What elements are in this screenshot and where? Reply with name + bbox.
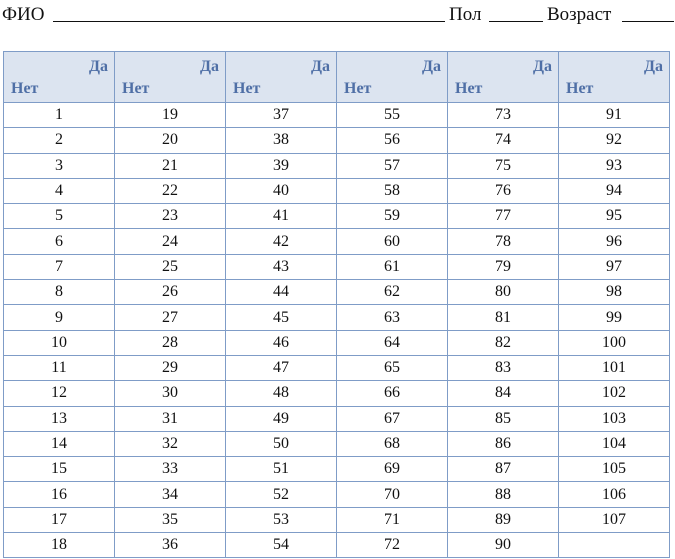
- question-number-cell[interactable]: 94: [559, 178, 670, 203]
- question-number-cell[interactable]: 18: [4, 533, 115, 558]
- question-number-cell[interactable]: 35: [115, 507, 226, 532]
- question-number-cell[interactable]: 59: [337, 204, 448, 229]
- question-number-cell[interactable]: 103: [559, 406, 670, 431]
- question-number-cell[interactable]: 21: [115, 153, 226, 178]
- question-number-cell[interactable]: 36: [115, 533, 226, 558]
- table-row: [4, 128, 670, 153]
- question-number-cell[interactable]: 73: [448, 103, 559, 128]
- question-number-cell[interactable]: 49: [226, 406, 337, 431]
- sex-field[interactable]: [489, 0, 543, 22]
- respondent-info-line: [2, 0, 674, 30]
- question-number-cell[interactable]: 29: [115, 355, 226, 380]
- question-number-cell[interactable]: 12: [4, 381, 115, 406]
- table-row: [4, 533, 670, 558]
- question-number-cell[interactable]: 68: [337, 431, 448, 456]
- column-header: [559, 52, 670, 103]
- question-number-cell[interactable]: 65: [337, 355, 448, 380]
- column-header: [4, 52, 115, 103]
- question-number-cell[interactable]: 31: [115, 406, 226, 431]
- table-row: [4, 355, 670, 380]
- table-row: [4, 153, 670, 178]
- question-number-cell[interactable]: 20: [115, 128, 226, 153]
- question-number-cell[interactable]: 38: [226, 128, 337, 153]
- no-label: Нет: [344, 80, 372, 97]
- question-number-cell[interactable]: 17: [4, 507, 115, 532]
- question-number-cell[interactable]: 76: [448, 178, 559, 203]
- question-number-cell[interactable]: 79: [448, 254, 559, 279]
- question-number-cell[interactable]: 96: [559, 229, 670, 254]
- question-number-cell[interactable]: 7: [4, 254, 115, 279]
- question-number-cell[interactable]: 74: [448, 128, 559, 153]
- question-number-cell[interactable]: 39: [226, 153, 337, 178]
- question-number-cell[interactable]: 91: [559, 103, 670, 128]
- question-number-cell[interactable]: 63: [337, 305, 448, 330]
- question-number-cell[interactable]: 51: [226, 457, 337, 482]
- question-number-cell[interactable]: 19: [115, 103, 226, 128]
- question-number-cell[interactable]: 26: [115, 280, 226, 305]
- question-number-cell[interactable]: 33: [115, 457, 226, 482]
- yes-label: Да: [310, 58, 330, 75]
- table-row: [4, 431, 670, 456]
- age-label: Возраст: [547, 4, 612, 25]
- question-number-cell[interactable]: 54: [226, 533, 337, 558]
- table-row: [4, 229, 670, 254]
- column-header: [226, 52, 337, 103]
- answers-body: [4, 103, 670, 558]
- question-number-cell[interactable]: 66: [337, 381, 448, 406]
- question-number-cell[interactable]: 84: [448, 381, 559, 406]
- question-number-cell[interactable]: 45: [226, 305, 337, 330]
- question-number-cell[interactable]: 70: [337, 482, 448, 507]
- question-number-cell[interactable]: 13: [4, 406, 115, 431]
- question-number-cell[interactable]: 99: [559, 305, 670, 330]
- question-number-cell[interactable]: 95: [559, 204, 670, 229]
- question-number-cell[interactable]: 87: [448, 457, 559, 482]
- yes-label: Да: [199, 58, 219, 75]
- question-number-cell[interactable]: 89: [448, 507, 559, 532]
- question-number-cell[interactable]: 64: [337, 330, 448, 355]
- answers-table: [3, 51, 670, 558]
- question-number-cell[interactable]: 72: [337, 533, 448, 558]
- question-number-cell[interactable]: 6: [4, 229, 115, 254]
- question-number-cell[interactable]: [559, 533, 670, 558]
- question-number-cell[interactable]: 8: [4, 280, 115, 305]
- question-number-cell[interactable]: 44: [226, 280, 337, 305]
- question-number-cell[interactable]: 92: [559, 128, 670, 153]
- question-number-cell[interactable]: 75: [448, 153, 559, 178]
- question-number-cell[interactable]: 105: [559, 457, 670, 482]
- question-number-cell[interactable]: 41: [226, 204, 337, 229]
- question-number-cell[interactable]: 60: [337, 229, 448, 254]
- question-number-cell[interactable]: 77: [448, 204, 559, 229]
- question-number-cell[interactable]: 67: [337, 406, 448, 431]
- column-header: [448, 52, 559, 103]
- question-number-cell[interactable]: 93: [559, 153, 670, 178]
- name-field[interactable]: [53, 0, 445, 22]
- question-number-cell[interactable]: 43: [226, 254, 337, 279]
- question-number-cell[interactable]: 28: [115, 330, 226, 355]
- question-number-cell[interactable]: 53: [226, 507, 337, 532]
- table-row: [4, 204, 670, 229]
- question-number-cell[interactable]: 30: [115, 381, 226, 406]
- age-field[interactable]: [622, 0, 674, 22]
- table-row: [4, 457, 670, 482]
- question-number-cell[interactable]: 22: [115, 178, 226, 203]
- question-number-cell[interactable]: 69: [337, 457, 448, 482]
- question-number-cell[interactable]: 83: [448, 355, 559, 380]
- yes-label: Да: [643, 58, 663, 75]
- question-number-cell[interactable]: 81: [448, 305, 559, 330]
- question-number-cell[interactable]: 11: [4, 355, 115, 380]
- question-number-cell[interactable]: 15: [4, 457, 115, 482]
- table-row: [4, 178, 670, 203]
- table-row: [4, 103, 670, 128]
- table-row: [4, 254, 670, 279]
- question-number-cell[interactable]: 34: [115, 482, 226, 507]
- question-number-cell[interactable]: 5: [4, 204, 115, 229]
- question-number-cell[interactable]: 104: [559, 431, 670, 456]
- question-number-cell[interactable]: 27: [115, 305, 226, 330]
- question-number-cell[interactable]: 98: [559, 280, 670, 305]
- question-number-cell[interactable]: 40: [226, 178, 337, 203]
- question-number-cell[interactable]: 85: [448, 406, 559, 431]
- question-number-cell[interactable]: 25: [115, 254, 226, 279]
- question-number-cell[interactable]: 50: [226, 431, 337, 456]
- question-number-cell[interactable]: 46: [226, 330, 337, 355]
- table-row: [4, 280, 670, 305]
- question-number-cell[interactable]: 82: [448, 330, 559, 355]
- question-number-cell[interactable]: 24: [115, 229, 226, 254]
- question-number-cell[interactable]: 102: [559, 381, 670, 406]
- column-header: [337, 52, 448, 103]
- question-number-cell[interactable]: 107: [559, 507, 670, 532]
- no-label: Нет: [455, 80, 483, 97]
- answers-header-row: [4, 52, 670, 103]
- no-label: Нет: [233, 80, 261, 97]
- question-number-cell[interactable]: 10: [4, 330, 115, 355]
- question-number-cell[interactable]: 23: [115, 204, 226, 229]
- question-number-cell[interactable]: 90: [448, 533, 559, 558]
- table-row: [4, 406, 670, 431]
- question-number-cell[interactable]: 3: [4, 153, 115, 178]
- column-header: [115, 52, 226, 103]
- question-number-cell[interactable]: 62: [337, 280, 448, 305]
- question-number-cell[interactable]: 2: [4, 128, 115, 153]
- question-number-cell[interactable]: 58: [337, 178, 448, 203]
- sex-label: Пол: [449, 4, 482, 25]
- question-number-cell[interactable]: 80: [448, 280, 559, 305]
- question-number-cell[interactable]: 106: [559, 482, 670, 507]
- question-number-cell[interactable]: 42: [226, 229, 337, 254]
- question-number-cell[interactable]: 100: [559, 330, 670, 355]
- question-number-cell[interactable]: 78: [448, 229, 559, 254]
- question-number-cell[interactable]: 56: [337, 128, 448, 153]
- question-number-cell[interactable]: 48: [226, 381, 337, 406]
- yes-label: Да: [421, 58, 441, 75]
- no-label: Нет: [11, 80, 39, 97]
- question-number-cell[interactable]: 97: [559, 254, 670, 279]
- question-number-cell[interactable]: 4: [4, 178, 115, 203]
- question-number-cell[interactable]: 52: [226, 482, 337, 507]
- question-number-cell[interactable]: 37: [226, 103, 337, 128]
- table-row: [4, 305, 670, 330]
- question-number-cell[interactable]: 47: [226, 355, 337, 380]
- question-number-cell[interactable]: 57: [337, 153, 448, 178]
- question-number-cell[interactable]: 14: [4, 431, 115, 456]
- question-number-cell[interactable]: 88: [448, 482, 559, 507]
- question-number-cell[interactable]: 32: [115, 431, 226, 456]
- no-label: Нет: [122, 80, 150, 97]
- table-row: [4, 330, 670, 355]
- table-row: [4, 381, 670, 406]
- question-number-cell[interactable]: 1: [4, 103, 115, 128]
- yes-label: Да: [88, 58, 108, 75]
- table-row: [4, 482, 670, 507]
- yes-label: Да: [532, 58, 552, 75]
- question-number-cell[interactable]: 71: [337, 507, 448, 532]
- question-number-cell[interactable]: 9: [4, 305, 115, 330]
- table-row: [4, 507, 670, 532]
- no-label: Нет: [566, 80, 594, 97]
- question-number-cell[interactable]: 86: [448, 431, 559, 456]
- name-label: ФИО: [2, 4, 45, 25]
- question-number-cell[interactable]: 101: [559, 355, 670, 380]
- question-number-cell[interactable]: 16: [4, 482, 115, 507]
- question-number-cell[interactable]: 55: [337, 103, 448, 128]
- question-number-cell[interactable]: 61: [337, 254, 448, 279]
